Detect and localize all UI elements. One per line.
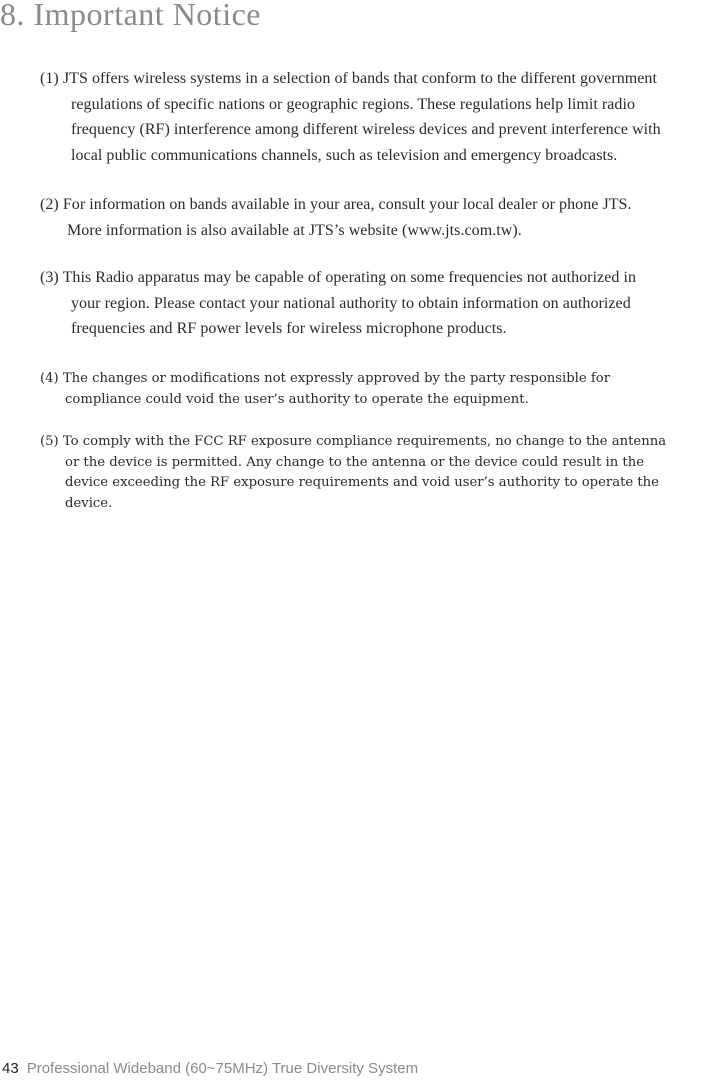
notice-2-line-1: (2) For information on bands available in your area, consult your local dealer or phone JTS. [40, 196, 632, 213]
page-footer [2, 1060, 418, 1077]
notice-5-line-2: or the device is permitted. Any change to the antenna or the device could result in the [65, 454, 645, 470]
notice-paragraph-2 [40, 192, 720, 243]
notice-5-line-1: (5) To comply with the FCC RF exposure compliance requirements, no change to the antenna [40, 434, 667, 449]
notice-5-line-4: device. [65, 495, 113, 511]
notice-1-line-2: regulations of specific nations or geographic regions. These regulations help limit radio [71, 95, 636, 113]
page-number: 43 [2, 1060, 19, 1077]
notice-5-line-3: device exceeding the RF exposure requirements and void user’s authority to operate the [65, 475, 659, 490]
notice-3-line-1: (3) This Radio apparatus may be capable of operating on some frequencies not authorized in [40, 269, 637, 286]
notice-3-line-2: your region. Please contact your national authority to obtain information on authorized [71, 294, 631, 312]
notice-1-line-4: local public communications channels, such as television and emergency broadcasts. [71, 146, 618, 164]
notice-paragraph-3 [40, 265, 720, 342]
notice-4-line-2: compliance could void the user’s authority to operate the equipment. [65, 391, 529, 407]
page-title: 8. Important Notice [0, 0, 261, 32]
notice-3-line-3: frequencies and RF power levels for wireless microphone products. [71, 320, 507, 337]
footer-title: Professional Wideband (60~75MHz) True Diversity System [26, 1060, 419, 1077]
notice-1-line-3: frequency (RF) interference among different wireless devices and prevent interference with [71, 121, 661, 138]
notice-2-line-2: More information is also available at JTS’s website (www.jts.com.tw). [67, 221, 522, 239]
notice-paragraph-1 [40, 66, 720, 168]
notice-paragraph-5 [40, 432, 720, 514]
notice-paragraph-4 [40, 369, 720, 410]
notice-1-line-1: (1) JTS offers wireless systems in a selection of bands that conform to the different government [40, 70, 657, 87]
notice-4-line-1: (4) The changes or modifications not expressly approved by the party responsible for [40, 371, 611, 386]
